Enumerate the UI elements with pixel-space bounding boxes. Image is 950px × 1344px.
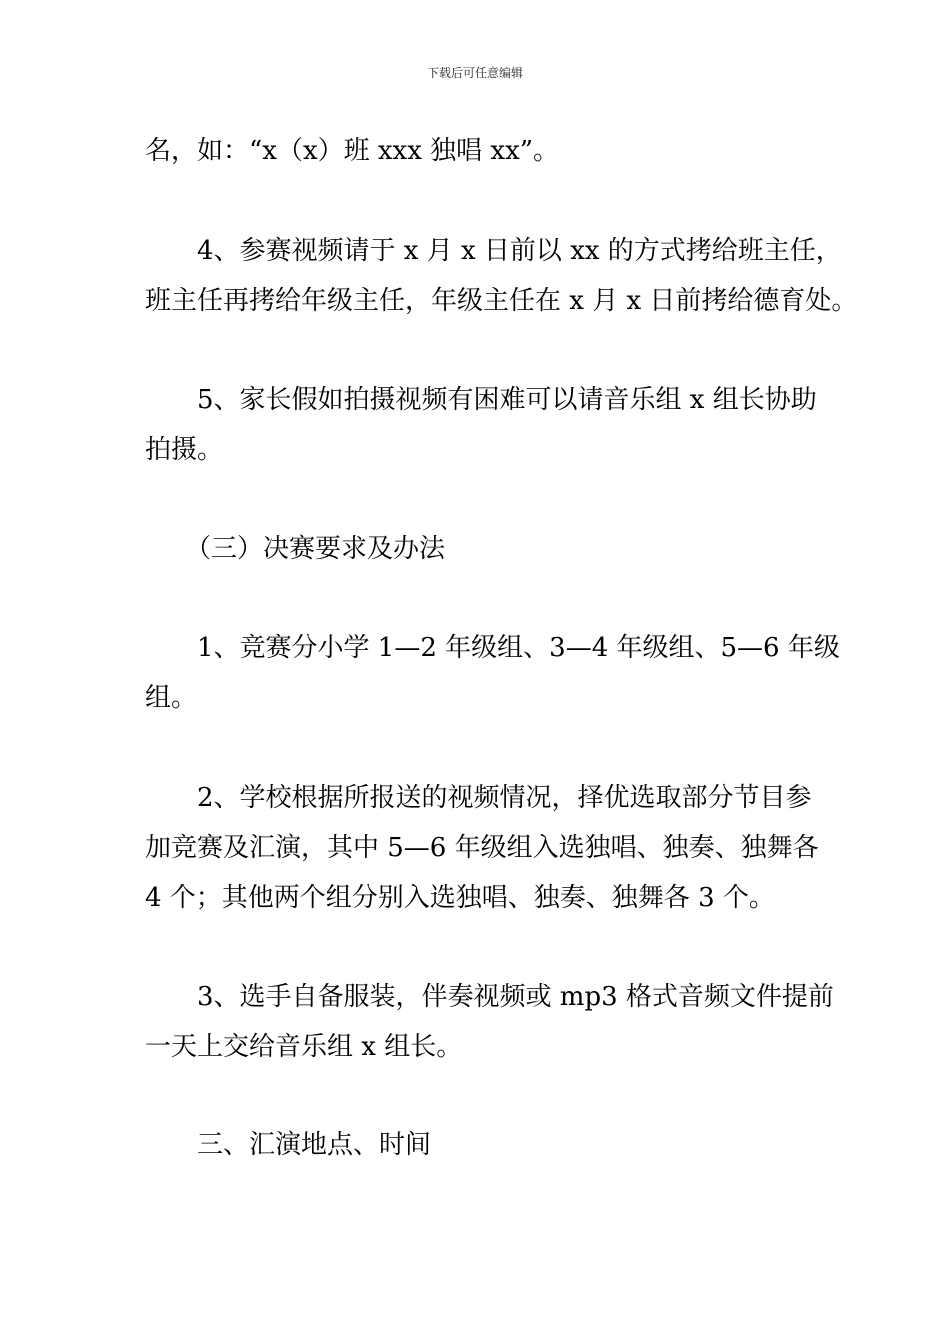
- paragraph-line: （三）决赛要求及办法: [185, 534, 446, 564]
- paragraph-line: 三、汇演地点、时间: [197, 1130, 432, 1160]
- paragraph-line: 3、选手自备服装，伴奏视频或 mp3 格式音频文件提前: [197, 982, 834, 1012]
- paragraph-item-4: [145, 226, 858, 326]
- section-heading-final-requirements: [145, 524, 817, 574]
- paragraph-line: 1、竞赛分小学 1—2 年级组、3—4 年级组、5—6 年级: [197, 633, 840, 663]
- paragraph-line: 4、参赛视频请于 x 月 x 日前以 xx 的方式拷给班主任，: [197, 236, 842, 266]
- paragraph-item-1: [145, 623, 840, 723]
- paragraph-line: 拍摄。: [145, 435, 224, 465]
- page-header: 下载后可任意编辑: [426, 66, 523, 80]
- paragraph-line: 5、家长假如拍摄视频有困难可以请音乐组 x 组长协助: [197, 385, 817, 415]
- paragraph-item-2: [145, 773, 817, 923]
- paragraph-line: 2、学校根据所报送的视频情况，择优选取部分节目参: [197, 783, 812, 813]
- paragraph-line: 组。: [145, 683, 198, 713]
- paragraph-line: 名，如：“x（x）班 xxx 独唱 xx”。: [145, 136, 560, 166]
- paragraph-item-5: [145, 375, 817, 475]
- paragraph-item-3: [145, 972, 834, 1072]
- paragraph-line: 加竞赛及汇演，其中 5—6 年级组入选独唱、独奏、独舞各: [145, 833, 819, 863]
- paragraph-name-example: [145, 126, 817, 176]
- paragraph-line: 4 个；其他两个组分别入选独唱、独奏、独舞各 3 个。: [145, 883, 775, 913]
- paragraph-line: 一天上交给音乐组 x 组长。: [145, 1032, 463, 1062]
- section-heading-venue-time: [145, 1120, 817, 1170]
- paragraph-line: 班主任再拷给年级主任，年级主任在 x 月 x 日前拷给德育处。: [145, 286, 858, 316]
